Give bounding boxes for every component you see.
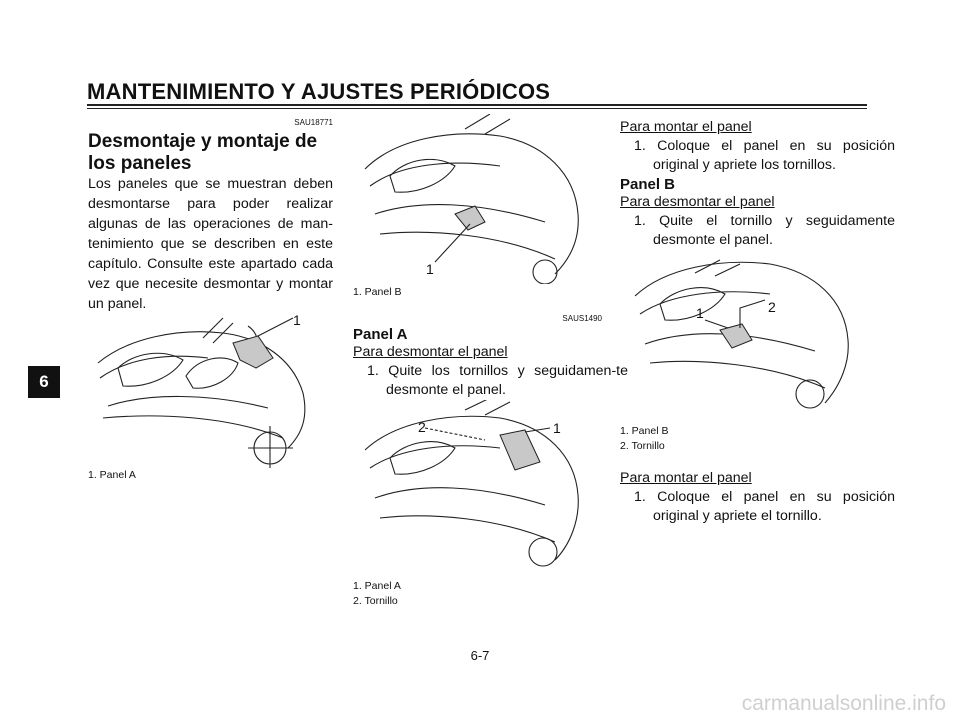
procedure-step: 1. Coloque el panel en su posición original y apriete los tornillos.: [634, 138, 895, 173]
figure-callout: 2: [768, 299, 776, 315]
figure-caption: 1. Panel B: [353, 286, 402, 298]
scooter-figure-panel-a-screws: [350, 400, 590, 575]
figure-callout: 1: [553, 420, 561, 436]
figure-caption: 2. Tornillo: [620, 440, 665, 452]
page-number: 6-7: [470, 648, 490, 663]
intro-paragraph: Los paneles que se muestran deben desmontarse para poder realizar algunas de las operaciones de man-tenimiento que se describen en este capítulo. Consulte este apartado cada vez que necesite desmontar y montar un panel.: [88, 176, 333, 312]
procedure-step: 1. Quite los tornillos y seguidamen-te desmonte el panel.: [367, 363, 628, 398]
procedure-subheading: Para desmontar el panel: [353, 344, 508, 360]
section-heading: Desmontaje y montaje de los paneles: [88, 131, 318, 174]
procedure-subheading: Para desmontar el panel: [620, 194, 775, 210]
scooter-figure-panel-b: [350, 114, 590, 284]
figure-callout: 1: [696, 305, 704, 321]
procedure-subheading: Para montar el panel: [620, 470, 752, 486]
procedure-subheading: Para montar el panel: [620, 119, 752, 135]
scooter-figure-panel-b-screw: [620, 248, 860, 413]
section-code: SAU18771: [294, 118, 333, 127]
figure-callout: 1: [293, 312, 301, 328]
figure-caption: 1. Panel A: [353, 580, 401, 592]
header-rule-top: [87, 104, 867, 106]
page-title: MANTENIMIENTO Y AJUSTES PERIÓDICOS: [87, 79, 551, 104]
figure-caption: 2. Tornillo: [353, 595, 398, 607]
scooter-figure-panel-a: [88, 298, 318, 468]
watermark: carmanualsonline.info: [741, 692, 946, 715]
procedure-step: 1. Coloque el panel en su posición original y apriete el tornillo.: [634, 489, 895, 524]
chapter-tab[interactable]: 6: [28, 366, 60, 398]
figure-callout: 2: [418, 419, 426, 435]
section-code: SAUS1490: [562, 314, 602, 323]
header-rule-bottom: [87, 108, 867, 109]
procedure-step: 1. Quite el tornillo y seguidamente desmonte el panel.: [634, 213, 895, 248]
figure-callout: 1: [426, 261, 434, 277]
figure-caption: 1. Panel B: [620, 425, 669, 437]
subsection-heading: Panel B: [620, 176, 676, 193]
figure-caption: 1. Panel A: [88, 469, 136, 481]
subsection-heading: Panel A: [353, 326, 408, 343]
